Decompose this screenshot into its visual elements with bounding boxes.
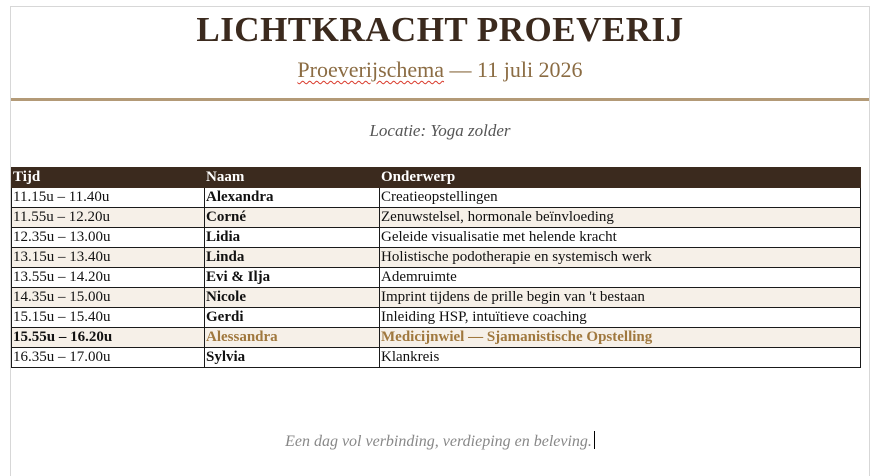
table-row (12, 268, 861, 288)
table-row (12, 288, 861, 308)
row-topic: Ademruimte (380, 268, 861, 288)
row-name: Alessandra (205, 328, 380, 348)
row-time: 15.55u – 16.20u (12, 328, 205, 348)
header-divider (11, 98, 869, 101)
row-name: Alexandra (205, 188, 380, 208)
row-name: Evi & Ilja (205, 268, 380, 288)
row-time: 16.35u – 17.00u (12, 348, 205, 368)
subtitle-date: — 11 juli 2026 (444, 57, 583, 82)
row-time: 15.15u – 15.40u (12, 308, 205, 328)
table-row (12, 208, 861, 228)
row-time: 11.55u – 12.20u (12, 208, 205, 228)
row-topic: Klankreis (380, 348, 861, 368)
subtitle-word: Proeverijschema (297, 57, 445, 82)
text-cursor (594, 431, 595, 449)
row-topic: Geleide visualisatie met helende kracht (380, 228, 861, 248)
row-name: Linda (205, 248, 380, 268)
table-row (12, 228, 861, 248)
row-name: Corné (205, 208, 380, 228)
row-time: 14.35u – 15.00u (12, 288, 205, 308)
row-topic: Zenuwstelsel, hormonale beïnvloeding (380, 208, 861, 228)
row-name: Sylvia (205, 348, 380, 368)
row-time: 11.15u – 11.40u (12, 188, 205, 208)
page-title: LICHTKRACHT PROEVERIJ (196, 10, 684, 49)
table-row (12, 248, 861, 268)
document-page (10, 6, 870, 476)
footer-text[interactable] (11, 431, 869, 451)
schedule-table (11, 167, 861, 368)
row-topic: Holistische podotherapie en systemisch werk (380, 248, 861, 268)
row-topic: Creatieopstellingen (380, 188, 861, 208)
row-topic: Medicijnwiel — Sjamanistische Opstelling (380, 328, 861, 348)
row-name: Gerdi (205, 308, 380, 328)
column-header-time: Tijd (12, 168, 205, 188)
table-row-highlighted (12, 328, 861, 348)
row-time: 12.35u – 13.00u (12, 228, 205, 248)
row-topic: Inleiding HSP, intuïtieve coaching (380, 308, 861, 328)
column-header-name: Naam (205, 168, 380, 188)
table-row (12, 308, 861, 328)
footer-tagline: Een dag vol verbinding, verdieping en beleving. (285, 433, 592, 450)
page-subtitle (11, 57, 869, 83)
table-row (12, 348, 861, 368)
row-time: 13.55u – 14.20u (12, 268, 205, 288)
row-topic: Imprint tijdens de prille begin van 't bestaan (380, 288, 861, 308)
table-header-row (12, 168, 861, 188)
location-text: Locatie: Yoga zolder (369, 121, 511, 140)
table-row (12, 188, 861, 208)
row-name: Nicole (205, 288, 380, 308)
row-time: 13.15u – 13.40u (12, 248, 205, 268)
row-name: Lidia (205, 228, 380, 248)
column-header-topic: Onderwerp (380, 168, 861, 188)
